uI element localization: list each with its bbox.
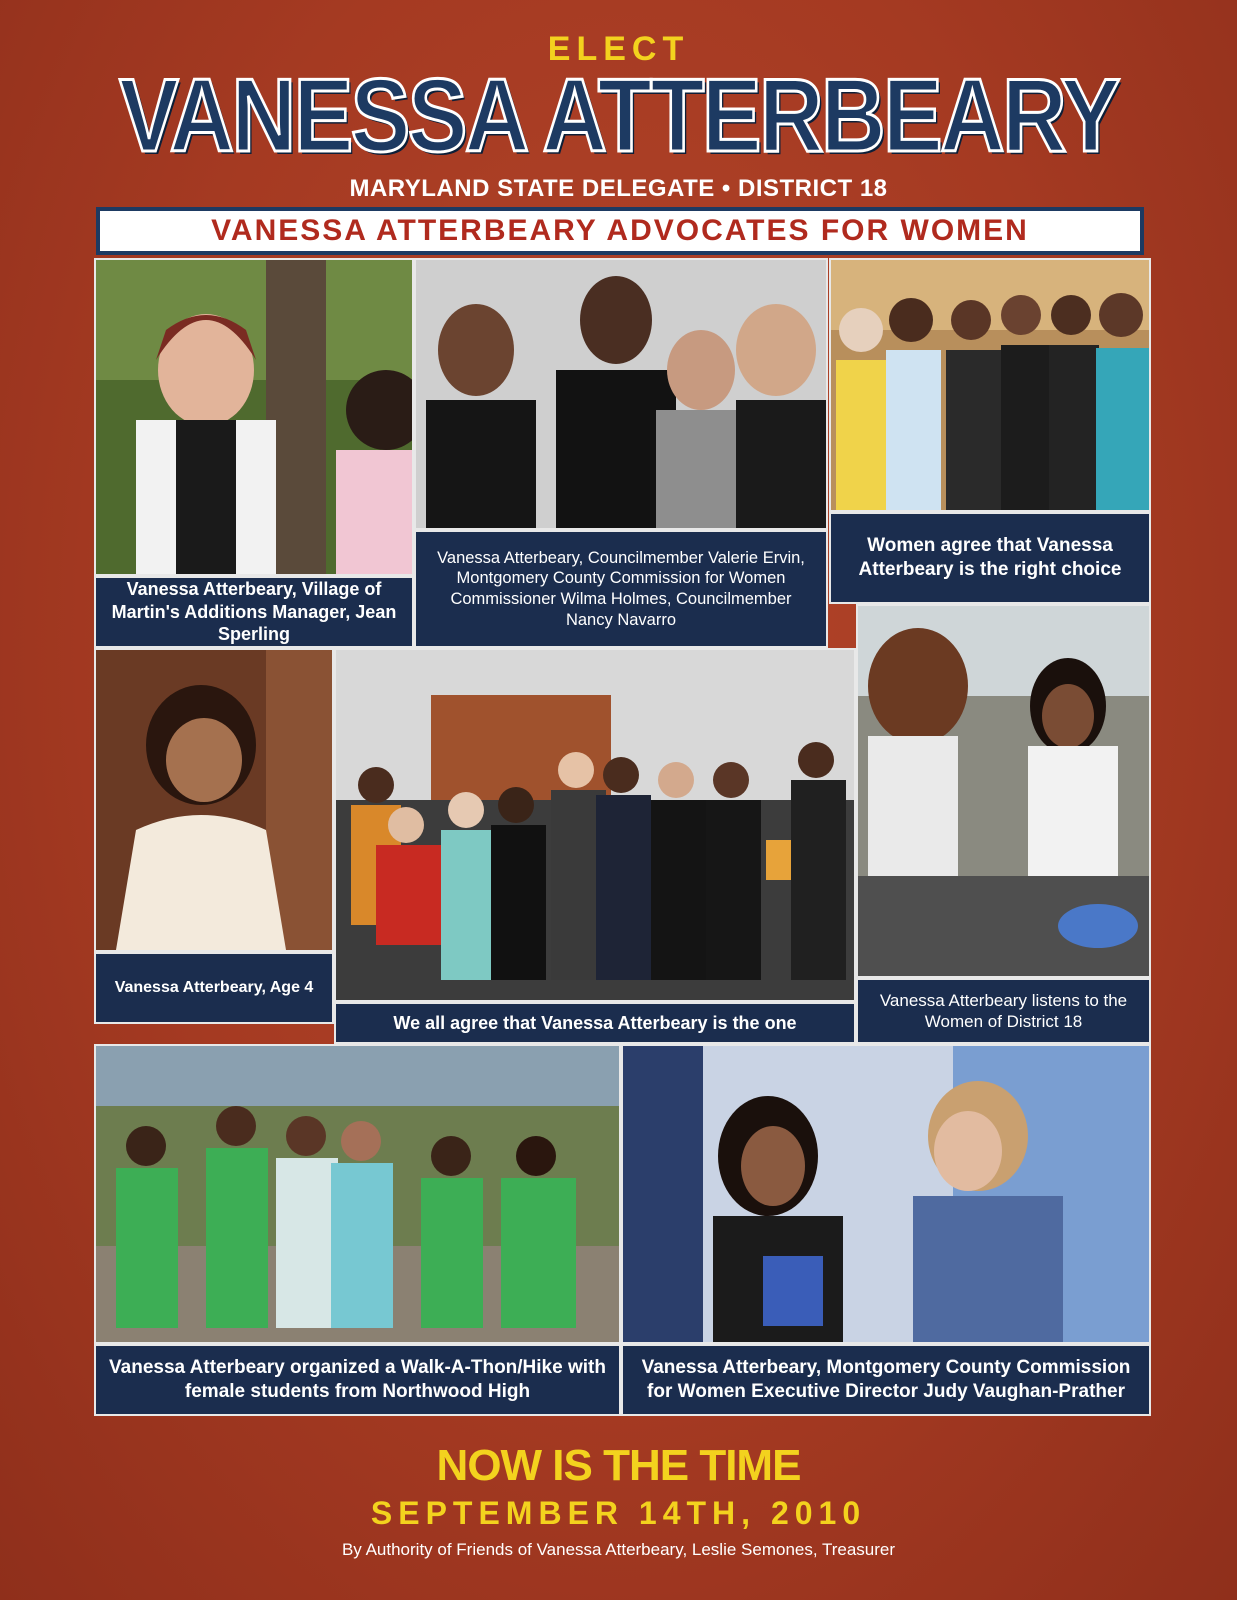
candidate-name: VANESSA ATTERBEARY	[119, 58, 1118, 174]
office-line: MARYLAND STATE DELEGATE • DISTRICT 18	[349, 175, 888, 202]
caption-women-group: Women agree that Vanessa Atterbeary is the right choice	[829, 512, 1151, 604]
caption-listens: Vanessa Atterbeary listens to the Women of District 18	[856, 978, 1151, 1044]
photo-illustration	[96, 650, 332, 950]
slogan: NOW IS THE TIME	[436, 1441, 801, 1490]
advocacy-banner	[96, 207, 1144, 255]
photo-councilmembers	[414, 258, 828, 530]
caption-walk-a-thon: Vanessa Atterbeary organized a Walk-A-Thon/Hike with female students from Northwood High	[94, 1344, 621, 1416]
authority-line: By Authority of Friends of Vanessa Atterbeary, Leslie Semones, Treasurer	[341, 1540, 896, 1559]
caption-group-event: We all agree that Vanessa Atterbeary is the one	[334, 1002, 856, 1044]
photo-group-event	[334, 648, 856, 1002]
elect-heading: ELECT	[547, 30, 690, 68]
election-date: SEPTEMBER 14TH, 2010	[370, 1495, 867, 1531]
photo-illustration	[96, 260, 412, 574]
caption-judy-vaughan-prather: Vanessa Atterbeary, Montgomery County Commission for Women Executive Director Judy Vaughan-Prather	[621, 1344, 1151, 1416]
photo-judy-vaughan-prather	[621, 1044, 1151, 1344]
photo-illustration	[336, 650, 854, 1000]
photo-illustration	[831, 260, 1149, 510]
photo-illustration	[623, 1046, 1149, 1342]
photo-illustration	[96, 1046, 619, 1342]
photo-illustration	[858, 606, 1149, 976]
caption-councilmembers: Vanessa Atterbeary, Councilmember Valerie Ervin, Montgomery County Commission for Women Commissioner Wilma Holmes, Councilmember Nancy Navarro	[414, 530, 828, 648]
photo-age-4	[94, 648, 334, 952]
photo-walk-a-thon	[94, 1044, 621, 1344]
photo-women-group	[829, 258, 1151, 512]
caption-jean-sperling: Vanessa Atterbeary, Village of Martin's Additions Manager, Jean Sperling	[94, 576, 414, 648]
photo-listens	[856, 604, 1151, 978]
caption-age-4: Vanessa Atterbeary, Age 4	[94, 952, 334, 1024]
banner-text: VANESSA ATTERBEARY ADVOCATES FOR WOMEN	[211, 214, 1029, 247]
photo-illustration	[416, 260, 826, 528]
photo-jean-sperling	[94, 258, 414, 576]
